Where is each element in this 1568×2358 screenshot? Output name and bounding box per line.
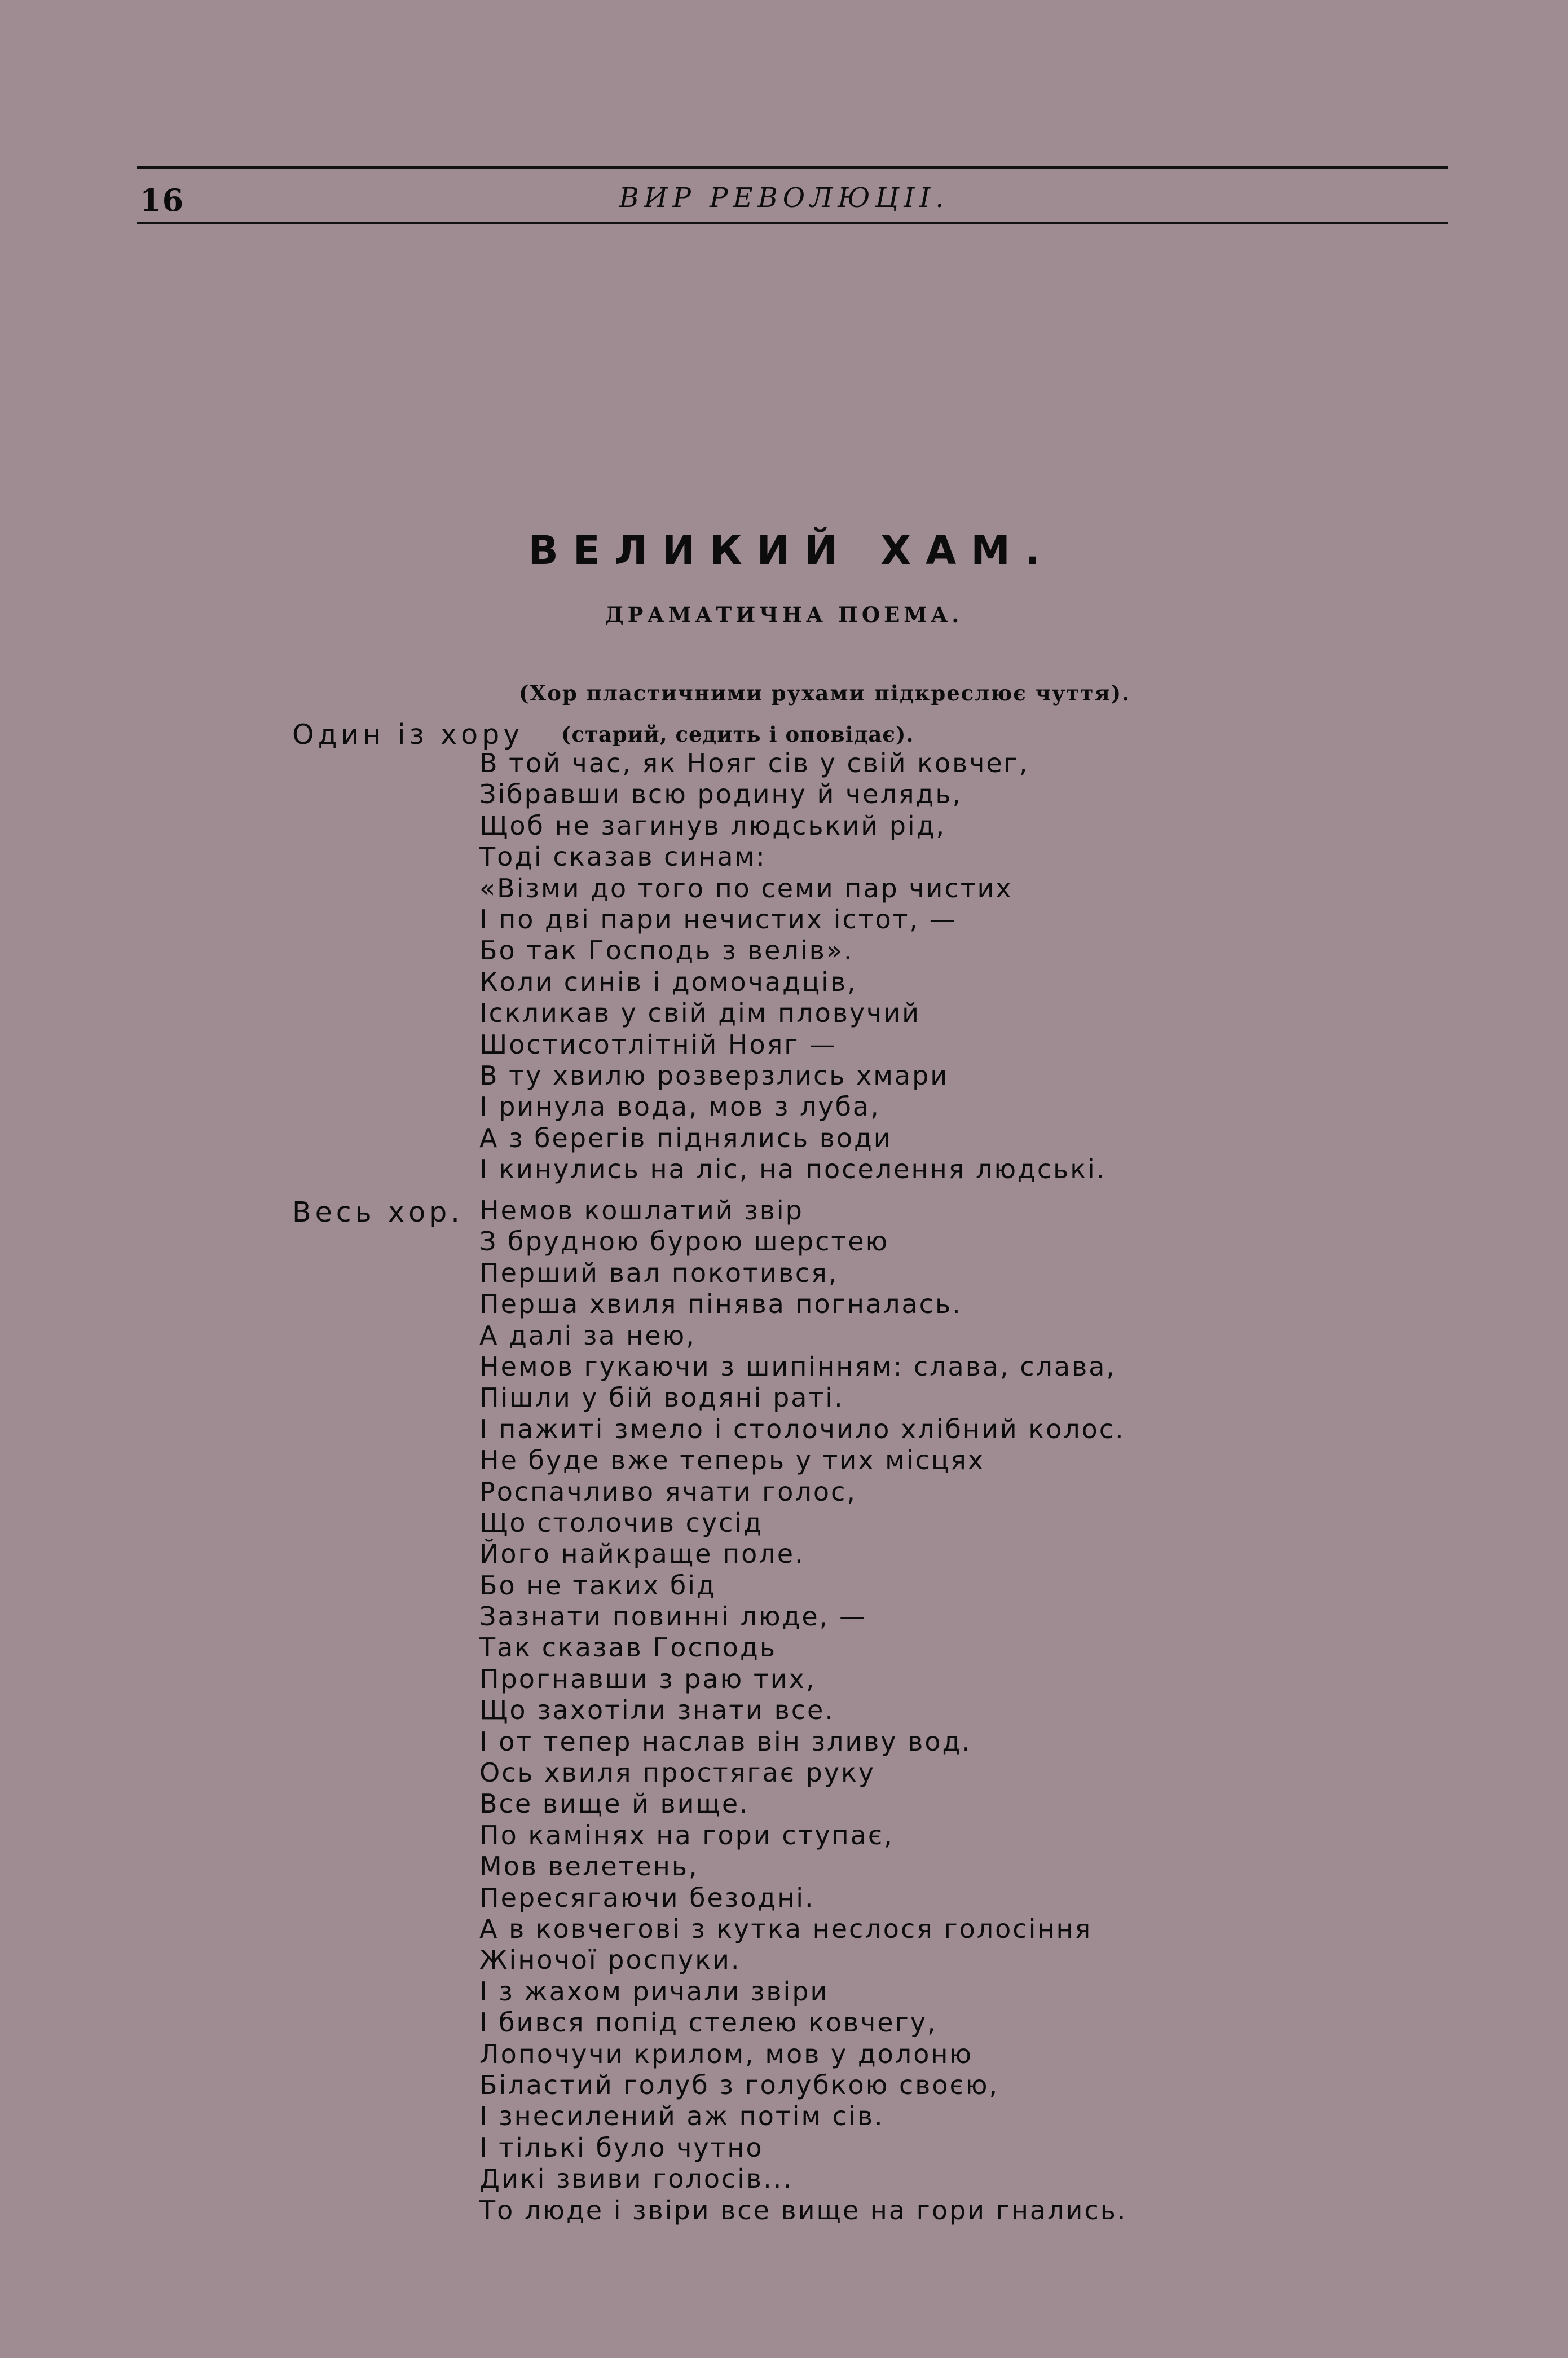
verse-line: Перша хвиля пінява погналась. — [479, 1289, 962, 1320]
verse-line: Перший вал покотився, — [479, 1257, 839, 1288]
verse-block — [479, 1195, 1127, 2226]
header-rule-bottom — [137, 222, 1448, 224]
verse-line: Дикі звиви голосів... — [479, 2163, 794, 2194]
verse-line: Бо не таких бід — [479, 1570, 716, 1601]
verse-line: Мов велетень, — [479, 1851, 699, 1882]
verse-line: То люде і звіри все вище на гори гнались. — [479, 2194, 1127, 2225]
running-head: ВИР РЕВОЛЮЦІІ. — [619, 182, 949, 214]
verse-line: В ту хвилю розверзлись хмари — [479, 1060, 949, 1091]
verse-line: Лопочучи крилом, мов у долоню — [479, 2038, 974, 2069]
header-rule-top — [137, 166, 1448, 169]
verse-line: І з жахом ричали звіри — [479, 1976, 829, 2007]
speaker-note: (старий, седить і оповідає). — [561, 722, 914, 747]
verse-line: Ось хвиля простягає руку — [479, 1757, 875, 1788]
verse-line: Бо так Господь з велів». — [479, 935, 854, 966]
verse-line: По камінях на гори ступає, — [479, 1819, 894, 1850]
verse-line: Коли синів і домочадців, — [479, 966, 857, 997]
verse-line: З брудною бурою шерстею — [479, 1226, 889, 1257]
verse-line: Прогнавши з раю тих, — [479, 1663, 816, 1694]
verse-line: Що столочив сусід — [479, 1507, 764, 1538]
verse-line: Не буде вже теперь у тих місцях — [479, 1445, 985, 1476]
speaker-label: Весь хор. — [292, 1196, 464, 1228]
verse-line: Біластий голуб з голубкою своєю, — [479, 2069, 999, 2100]
verse-line: А з берегів піднялись води — [479, 1122, 892, 1153]
verse-line: А далі за нею, — [479, 1320, 696, 1351]
verse-line: І от тепер наслав він зливу вод. — [479, 1726, 972, 1757]
verse-line: Жіночої роспуки. — [479, 1945, 741, 1976]
verse-line: І бився попід стелею ковчегу, — [479, 2007, 937, 2038]
verse-line: Що захотіли знати все. — [479, 1695, 835, 1726]
poem-title: ВЕЛИКИЙ ХАМ. — [528, 527, 1055, 574]
verse-line: В той час, як Нояг сів у свій ковчег, — [479, 748, 1029, 778]
verse-line: Так сказав Господь — [479, 1632, 777, 1663]
verse-line: Іскликав у свій дім пловучий — [479, 998, 921, 1029]
verse-line: «Візми до того по семи пар чистих — [479, 872, 1013, 903]
verse-line: Його найкраще поле. — [479, 1539, 805, 1570]
verse-line: І кинулись на ліс, на поселення людські. — [479, 1154, 1107, 1185]
verse-line: А в ковчегові з кутка неслося голосіння — [479, 1913, 1093, 1944]
speaker-label: Один із хору — [292, 719, 524, 751]
page-number: 16 — [140, 182, 185, 218]
verse-line: І знесилений аж потім сів. — [479, 2101, 884, 2132]
verse-line: Щоб не загинув людський рід, — [479, 810, 946, 841]
stage-direction: (Хор пластичними рухами підкреслює чуття). — [519, 681, 1131, 706]
verse-line: Немов кошлатий звір — [479, 1195, 804, 1226]
verse-line: Тоді сказав синам: — [479, 841, 767, 872]
poem-subtitle: ДРАМАТИЧНА ПОЕМА. — [605, 602, 963, 627]
verse-line: І ринула вода, мов з луба, — [479, 1091, 880, 1122]
verse-line: І тількі було чутно — [479, 2132, 764, 2163]
verse-line: Зібравши всю родину й челядь, — [479, 779, 963, 810]
verse-line: І по дві пари нечистих істот, — — [479, 903, 957, 935]
verse-line: І пажиті змело і столочило хлібний колос. — [479, 1413, 1125, 1444]
verse-line: Роспачливо ячати голос, — [479, 1476, 857, 1507]
verse-line: Шостисотлітній Нояг — — [479, 1029, 838, 1060]
verse-line: Все вище й вище. — [479, 1788, 750, 1819]
verse-line: Немов гукаючи з шипінням: слава, слава, — [479, 1351, 1117, 1382]
verse-line: Пішли у бій водяні раті. — [479, 1382, 844, 1413]
verse-line: Зазнати повинні люде, — — [479, 1601, 867, 1632]
verse-block — [479, 748, 1106, 1185]
verse-line: Пересягаючи безодні. — [479, 1882, 815, 1913]
